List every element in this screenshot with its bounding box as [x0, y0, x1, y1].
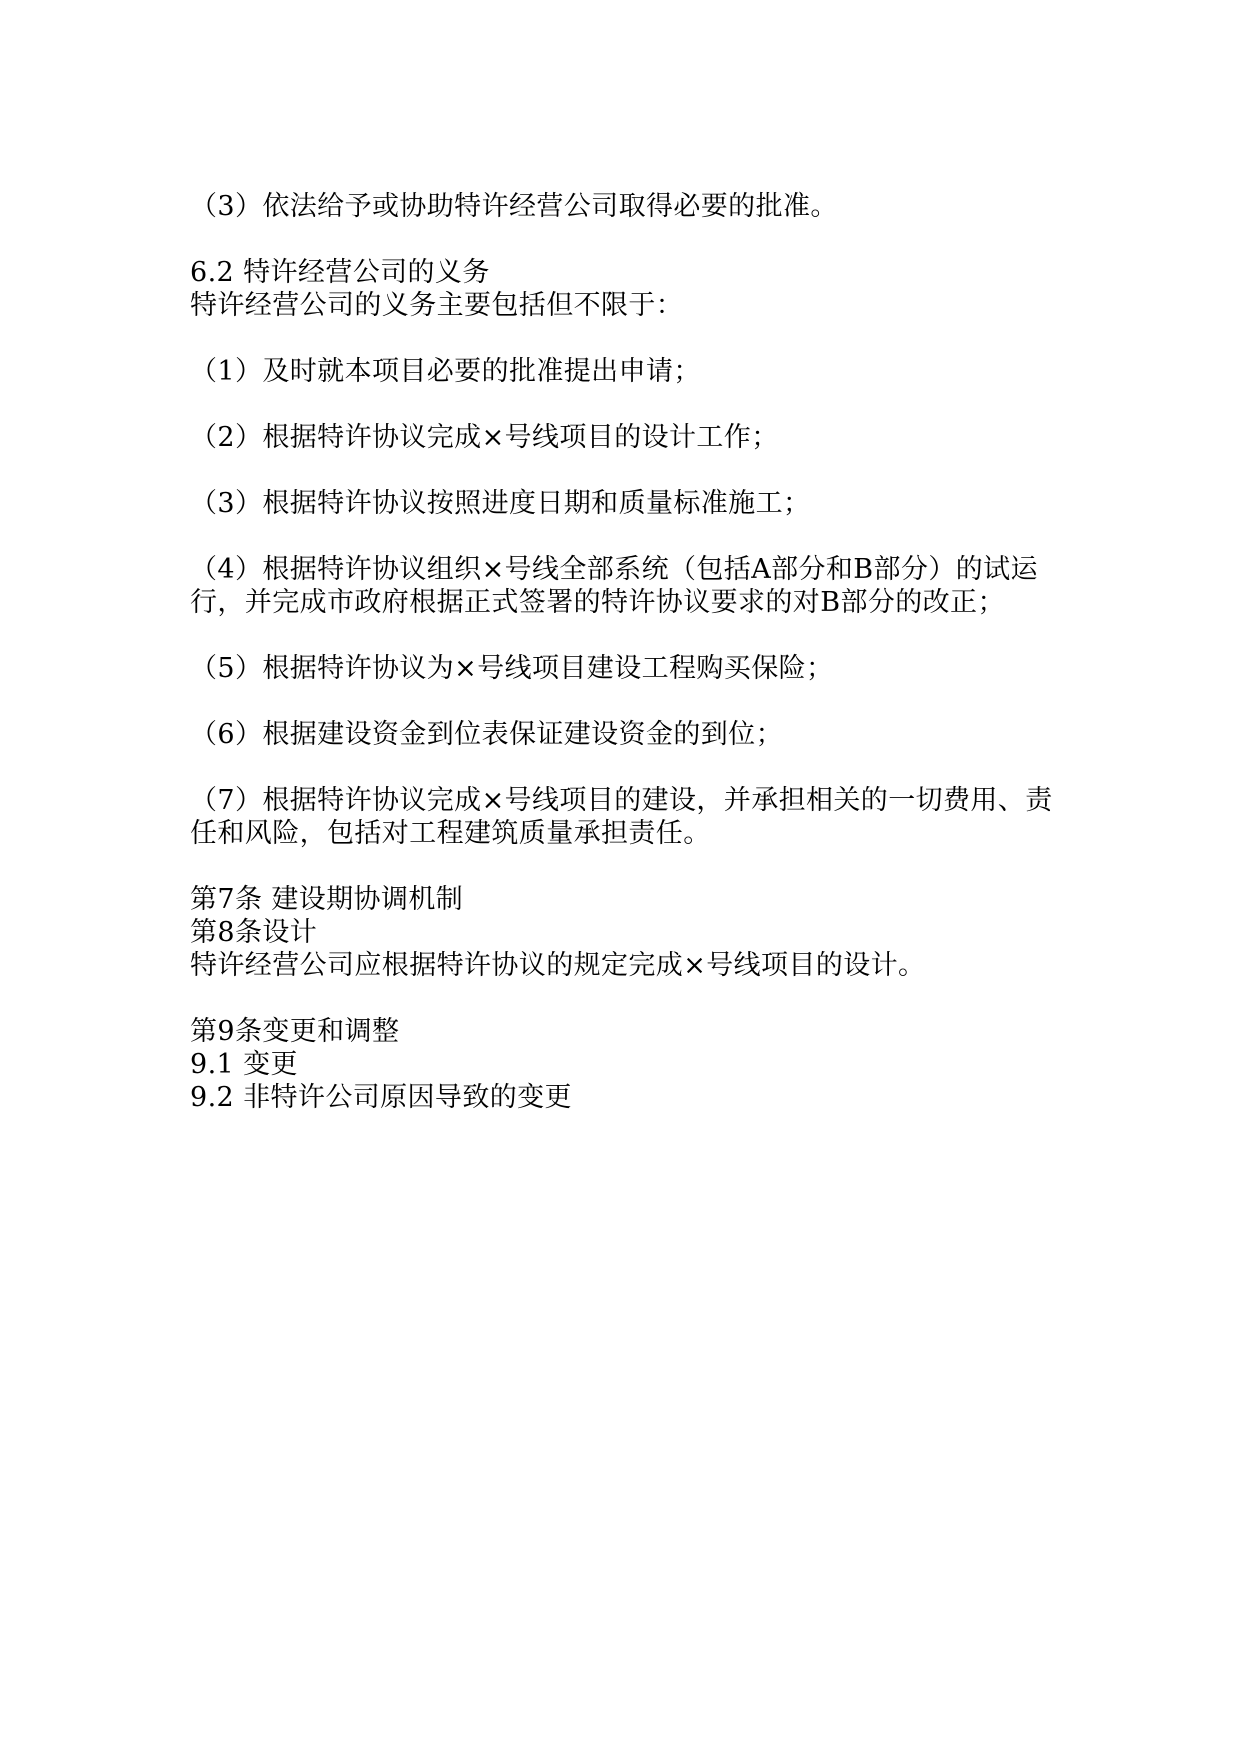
document-body	[190, 190, 1070, 1114]
obligation-item-2: （2）根据特许协议完成×号线项目的设计工作；	[190, 422, 779, 453]
obligation-item-7: （7）根据特许协议完成×号线项目的建设，并承担相关的一切费用、责任和风险，包括对工程建筑质量承担责任。	[190, 785, 1053, 849]
obligation-item-3: （3）根据特许协议按照进度日期和质量标准施工；	[190, 488, 811, 519]
article-8-heading: 第8条设计	[190, 917, 318, 948]
obligation-item-5: （5）根据特许协议为×号线项目建设工程购买保险；	[190, 653, 834, 684]
item-6-1-3: （3）依法给予或协助特许经营公司取得必要的批准。	[190, 191, 838, 222]
article-7-heading: 第7条 建设期协调机制	[190, 884, 464, 915]
article-8-body: 特许经营公司应根据特许协议的规定完成×号线项目的设计。	[190, 950, 926, 981]
obligation-item-6: （6）根据建设资金到位表保证建设资金的到位；	[190, 719, 783, 750]
obligation-item-1: （1）及时就本项目必要的批准提出申请；	[190, 356, 701, 387]
section-6-2-intro: 特许经营公司的义务主要包括但不限于：	[190, 290, 684, 321]
section-9-2-heading: 9.2 非特许公司原因导致的变更	[190, 1082, 572, 1113]
section-9-1-heading: 9.1 变更	[190, 1049, 298, 1080]
section-6-2-heading: 6.2 特许经营公司的义务	[190, 257, 490, 288]
obligation-item-4: （4）根据特许协议组织×号线全部系统（包括A部分和B部分）的试运行，并完成市政府根据正式签署的特许协议要求的对B部分的改正；	[190, 554, 1038, 618]
article-9-heading: 第9条变更和调整	[190, 1016, 400, 1047]
